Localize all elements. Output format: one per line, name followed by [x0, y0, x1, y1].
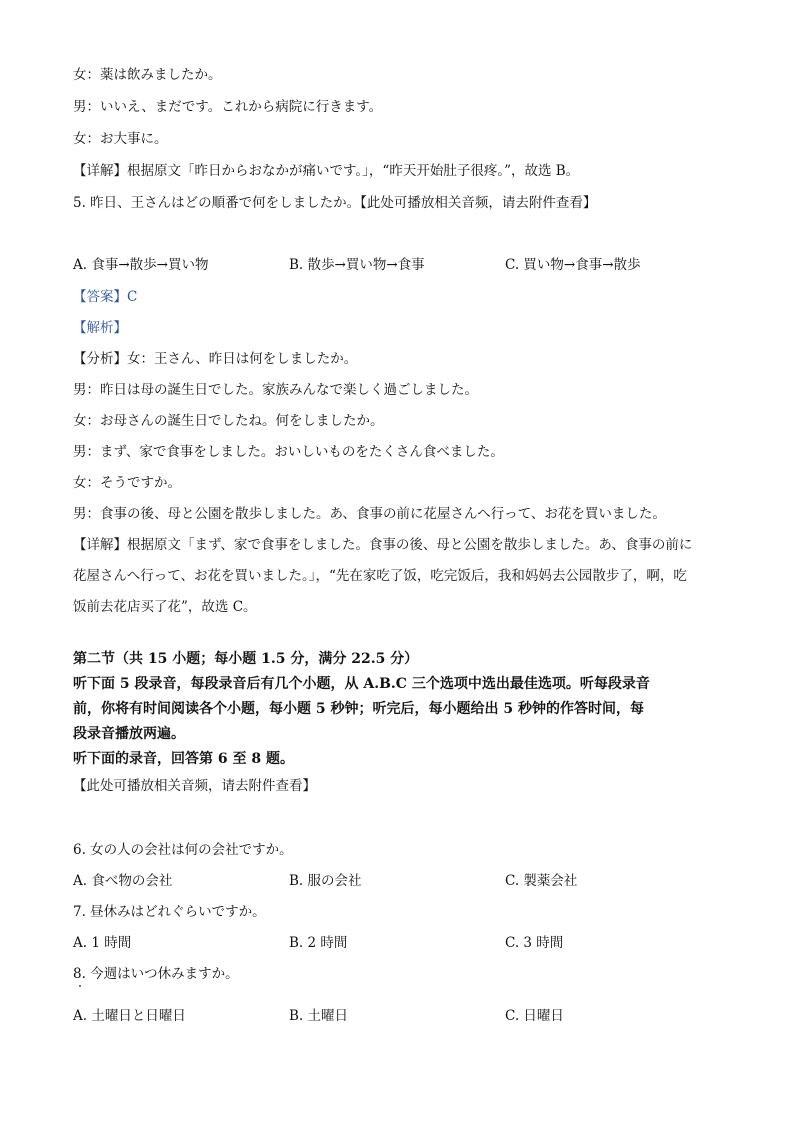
q7-question: 7. 昼休みはどれぐらいですか。 [73, 904, 266, 920]
dialogue-line: 女：薬は飲みましたか。 [73, 67, 222, 83]
q5-dialogue-line: 女：そうですか。 [73, 475, 181, 491]
q8-option-b: B. 土曜日 [289, 1008, 349, 1024]
q5-answer: 【答案】C [73, 289, 138, 305]
q8-option-c: C. 日曜日 [505, 1008, 564, 1024]
q7-option-a: A. 1 時間 [73, 935, 132, 951]
q5-analysis-label: 【解析】 [73, 320, 127, 336]
q5-dialogue-line: 男：食事の後、母と公園を散歩しました。あ、食事の前に花屋さんへ行って、お花を買いました。 [73, 506, 666, 522]
q7-option-c: C. 3 時間 [505, 935, 564, 951]
section-heading: 第二节（共 15 小题；每小题 1.5 分，满分 22.5 分） [73, 651, 419, 667]
section-instruction: 听下面 5 段录音，每段录音后有几个小题，从 A.B.C 三个选项中选出最佳选项。听每段录音 [73, 676, 650, 692]
q5-dialogue-line: 女：お母さんの誕生日でしたね。何をしましたか。 [73, 413, 384, 429]
q6-option-b: B. 服の会社 [289, 873, 362, 889]
q5-detail-line: 【详解】根据原文「まず、家で食事をしました。食事の後、母と公園を散歩しました。あ、食事の前に [73, 537, 693, 553]
q4-detail: 【详解】根据原文「昨日からおなかが痛いです。」，“昨天开始肚子很疼。”，故选 B。 [73, 163, 580, 179]
q6-question: 6. 女の人の会社は何の会社ですか。 [73, 842, 293, 858]
dialogue-line: 男：いいえ、まだです。これから病院に行きます。 [73, 99, 383, 115]
section-instruction: 段录音播放两遍。 [73, 726, 185, 742]
section-instruction: 前，你将有时间阅读各个小题，每小题 5 秒钟；听完后，每小题给出 5 秒钟的作答时间，每 [73, 701, 644, 717]
dialogue-line: 女：お大事に。 [73, 131, 168, 147]
q5-analysis-intro: 【分析】女：王さん、昨日は何をしましたか。 [73, 351, 358, 367]
q8-question: 8. 今週はいつ休みますか。 [73, 966, 239, 982]
q5-option-b: B. 散歩→買い物→食事 [289, 257, 425, 273]
q6-option-a: A. 食べ物の会社 [73, 873, 173, 889]
q5-option-a: A. 食事→散歩→買い物 [73, 257, 209, 273]
q5-dialogue-line: 男：昨日は母の誕生日でした。家族みんなで楽しく過ごしました。 [73, 382, 478, 398]
q5-option-c: C. 買い物→食事→散歩 [505, 257, 641, 273]
ink-speck [79, 985, 81, 987]
section-prompt: 听下面的录音，回答第 6 至 8 题。 [73, 751, 294, 767]
audio-note: 【此处可播放相关音频，请去附件查看】 [73, 778, 316, 794]
q6-option-c: C. 製薬会社 [505, 873, 578, 889]
q8-option-a: A. 土曜日と日曜日 [73, 1008, 186, 1024]
q5-dialogue-line: 男：まず、家で食事をしました。おいしいものをたくさん食べました。 [73, 444, 504, 460]
q5-detail-line: 花屋さんへ行って、お花を買いました。」，“先在家吃了饭，吃完饭后，我和妈妈去公园散步了，啊，吃 [73, 568, 687, 584]
q5-question: 5. 昨日、王さんはどの順番で何をしましたか。【此处可播放相关音频，请去附件查看】 [73, 195, 597, 211]
q5-detail-line: 饭前去花店买了花”，故选 C。 [73, 599, 257, 615]
q7-option-b: B. 2 時間 [289, 935, 348, 951]
